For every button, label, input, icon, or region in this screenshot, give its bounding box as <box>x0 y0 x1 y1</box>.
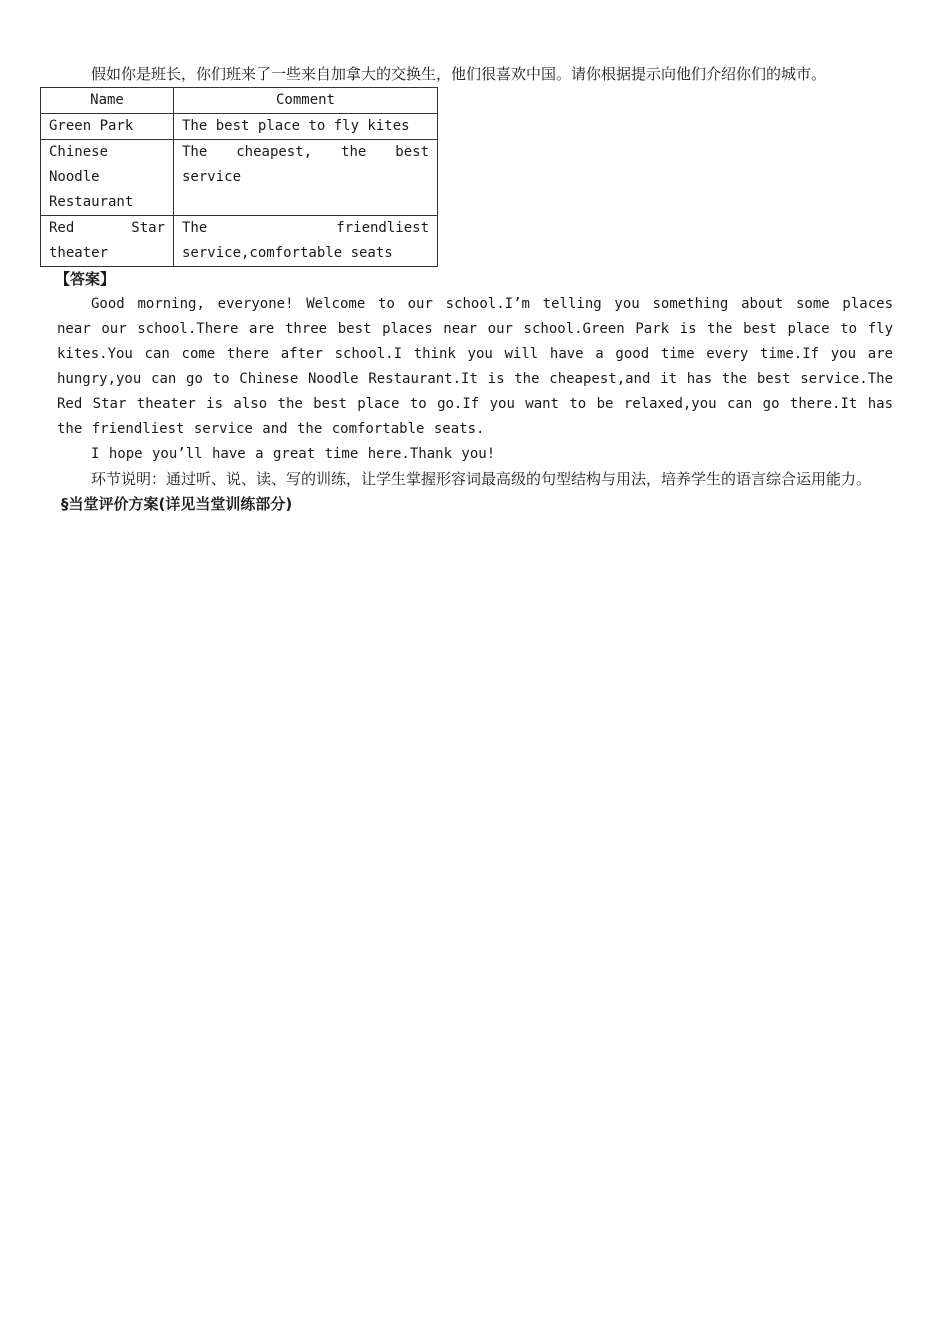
place-comment: The friendliest service,comfortable seats <box>174 216 438 267</box>
answer-closing: I hope you’ll have a great time here.Thank you! <box>91 446 496 462</box>
table-header-row <box>41 88 438 114</box>
task-intro: 假如你是班长，你们班来了一些来自加拿大的交换生，他们很喜欢中国。请你根据提示向他们介绍你们的城市。 <box>91 65 827 83</box>
answer-paragraph: Good morning, everyone! Welcome to our school.I’m telling you something about some places near our school.There are three best places near our school.Green Park is the best place to fly kites.You can come there after school.I think you will have a good time every time.If you are hungry,you can go to Chinese Noodle Restaurant.It is the cheapest,and it has the best service.The Red Star theater is also the best place to go.If you want to be relaxed,you can go there.It has the friendliest service and the comfortable seats. <box>57 296 893 437</box>
section-note: 环节说明：通过听、说、读、写的训练，让学生掌握形容词最高级的句型结构与用法，培养学生的语言综合运用能力。 <box>91 470 872 488</box>
section-heading: §当堂评价方案(详见当堂训练部分) <box>61 495 293 513</box>
header-name: Name <box>41 88 174 114</box>
place-name: Chinese Noodle Restaurant <box>41 140 174 216</box>
header-comment: Comment <box>174 88 438 114</box>
table-row <box>41 114 438 140</box>
table-row <box>41 140 438 216</box>
place-comment: The best place to fly kites <box>174 114 438 140</box>
place-name: Green Park <box>41 114 174 140</box>
place-name: Red Star theater <box>41 216 174 267</box>
answer-heading: 【答案】 <box>55 270 116 288</box>
table-row <box>41 216 438 267</box>
document-page <box>49 62 893 517</box>
place-comment: The cheapest, the best service <box>174 140 438 216</box>
places-table <box>40 87 438 267</box>
